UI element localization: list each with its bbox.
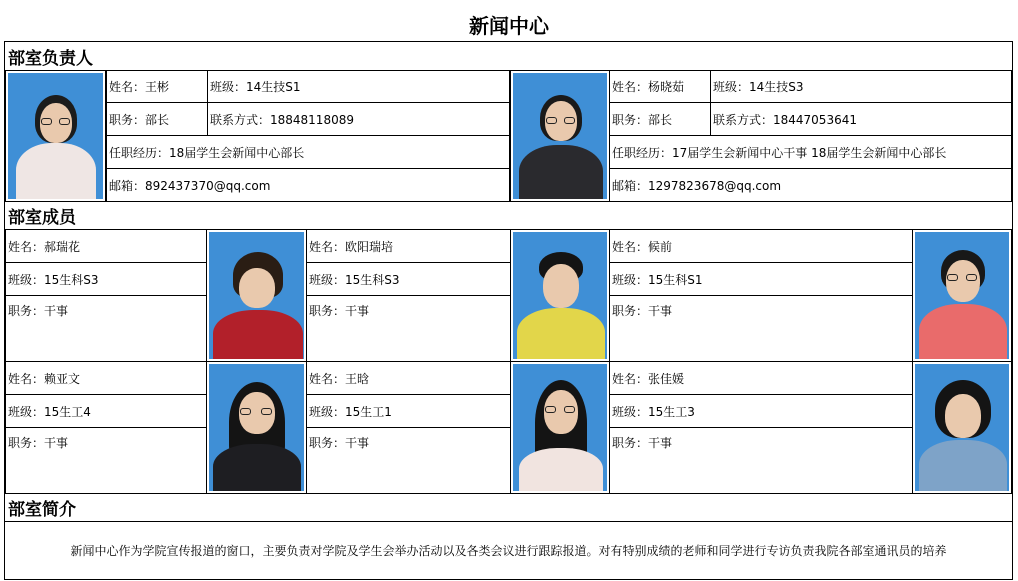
section-header-members: 部室成员 [8, 208, 76, 228]
leader-class: 班级：14生技S1 [207, 70, 510, 103]
member-photo [510, 229, 610, 362]
divider [5, 493, 1012, 494]
leader-experience: 任职经历：18届学生会新闻中心部长 [106, 135, 510, 169]
member-class: 班级：15生科S3 [306, 262, 511, 296]
leader-contact: 联系方式：18848118089 [207, 102, 510, 136]
leader-photo [510, 70, 610, 202]
leader-email: 邮箱：892437370@qq.com [106, 168, 510, 202]
member-role: 职务：干事 [609, 295, 913, 362]
member-class: 班级：15生科S1 [609, 262, 913, 296]
member-role: 职务：干事 [306, 295, 511, 362]
department-table [4, 41, 1013, 580]
member-name: 姓名：张佳媛 [609, 361, 913, 395]
member-role: 职务：干事 [609, 427, 913, 494]
leader-email: 邮箱：1297823678@qq.com [609, 168, 1012, 202]
member-photo [912, 229, 1012, 362]
leader-role: 职务：部长 [106, 102, 208, 136]
member-role: 职务：干事 [306, 427, 511, 494]
divider [5, 201, 1012, 202]
member-photo [206, 361, 307, 494]
member-name: 姓名：欧阳瑞培 [306, 229, 511, 263]
page-title: 新闻中心 [469, 14, 549, 38]
leader-role: 职务：部长 [609, 102, 711, 136]
leader-name: 姓名：杨晓茹 [609, 70, 711, 103]
member-photo [912, 361, 1012, 494]
member-class: 班级：15生工1 [306, 394, 511, 428]
member-name: 姓名：候前 [609, 229, 913, 263]
member-role: 职务：干事 [5, 295, 207, 362]
member-name: 姓名：王晗 [306, 361, 511, 395]
member-class: 班级：15生工3 [609, 394, 913, 428]
leader-contact: 联系方式：18447053641 [710, 102, 1012, 136]
member-photo [206, 229, 307, 362]
member-class: 班级：15生科S3 [5, 262, 207, 296]
department-intro: 新闻中心作为学院宣传报道的窗口，主要负责对学院及学生会举办活动以及各类会议进行跟踪报道。对有特别成绩的老师和同学进行专访负责我院各部室通讯员的培养 [70, 544, 947, 558]
member-class: 班级：15生工4 [5, 394, 207, 428]
member-photo [510, 361, 610, 494]
leader-experience: 任职经历：17届学生会新闻中心干事 18届学生会新闻中心部长 [609, 135, 1012, 169]
section-header-leaders: 部室负责人 [8, 49, 93, 69]
leader-photo [5, 70, 106, 202]
member-role: 职务：干事 [5, 427, 207, 494]
member-name: 姓名：赖亚文 [5, 361, 207, 395]
divider [5, 521, 1012, 522]
leader-name: 姓名：王彬 [106, 70, 208, 103]
section-header-intro: 部室简介 [8, 500, 76, 520]
leader-class: 班级：14生技S3 [710, 70, 1012, 103]
member-name: 姓名：郝瑞花 [5, 229, 207, 263]
